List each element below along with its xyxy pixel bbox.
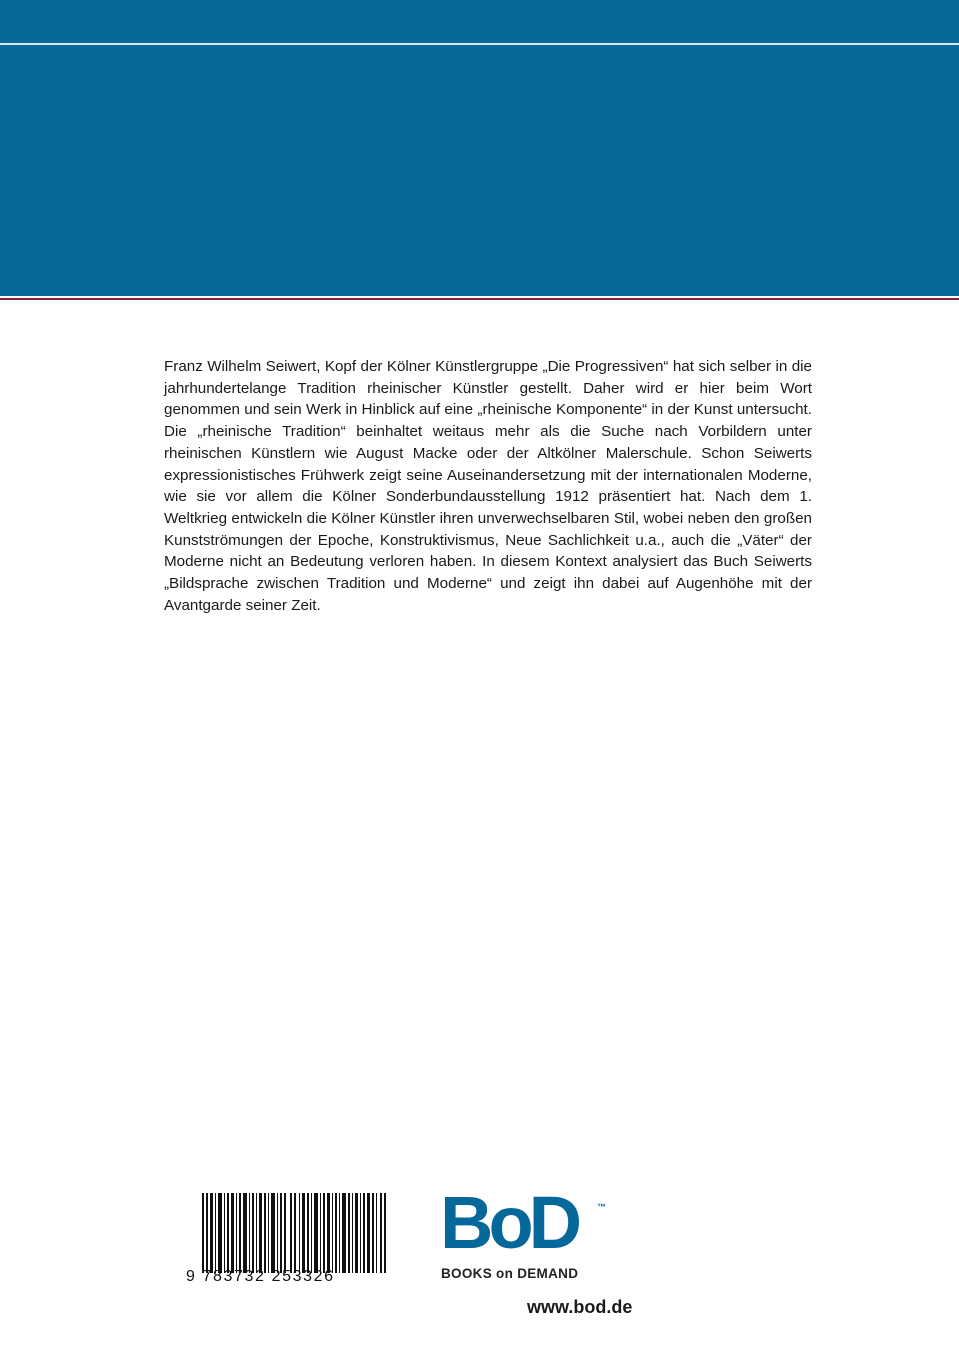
trademark-symbol: ™ [597,1202,606,1212]
band-top-stripe [0,43,959,45]
isbn-number: 9 783732 253326 [186,1268,335,1285]
publisher-tagline: BOOKS on DEMAND [441,1266,579,1281]
band-divider-red [0,298,959,300]
publisher-logo [440,1181,620,1290]
publisher-url[interactable]: www.bod.de [527,1297,633,1317]
barcode-icon [202,1193,388,1273]
isbn-barcode [186,1190,394,1292]
back-cover-blurb: Franz Wilhelm Seiwert, Kopf der Kölner Künstlergruppe „Die Progressiven“ hat sich selber in die jahrhundertelange Tradition rheinischer Künstler gestellt. Daher wird er hier beim Wort genommen und sein Werk in Hinblick auf eine „rheinische Komponente“ in der Kunst untersucht. Die „rheinische Tradition“ beinhaltet weitaus mehr als die Suche nach Vorbildern unter rheinischen Künstlern wie August Macke oder der Altkölner Malerschule. Schon Seiwerts expressionistisches Frühwerk zeigt seine Auseinandersetzung mit der internationalen Moderne, wie sie vor allem die Kölner Sonderbundausstellung 1912 präsentiert hat. Nach dem 1. Weltkrieg entwickeln die Kölner Künstler ihren unverwechselbaren Stil, wobei neben den großen Kunstströmungen der Epoche, Konstruktivismus, Neue Sachlichkeit u.a., auch die „Väter“ der Moderne nicht an Bedeutung verloren haben. In diesem Kontext analysiert das Buch Seiwerts „Bildsprache zwischen Tradition und Moderne“ und zeigt ihn dabei auf Augenhöhe mit der Avantgarde seiner Zeit. [164,358,812,614]
bod-logo-mark: BoD [440,1181,578,1264]
